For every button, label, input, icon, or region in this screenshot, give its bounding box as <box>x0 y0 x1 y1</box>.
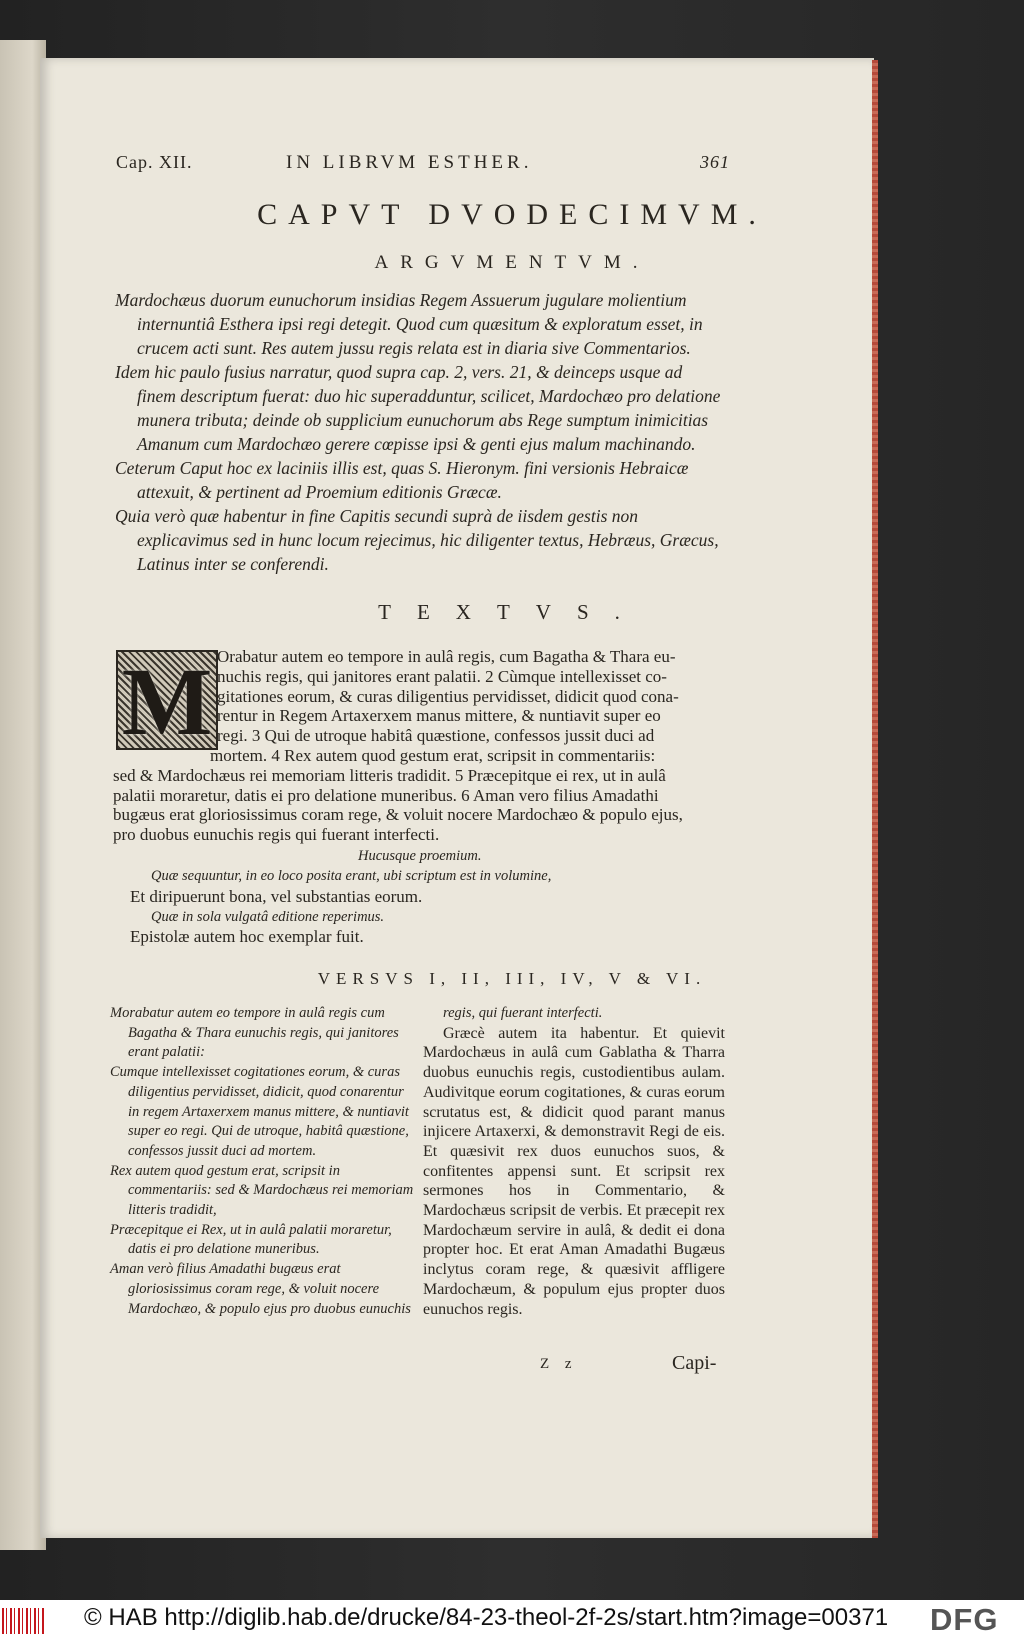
argumentum-heading: ARGVMENTVM. <box>374 252 650 273</box>
text-line: pro duobus eunuchis regis qui fuerant interfecti. <box>113 825 440 845</box>
note-quae-sequuntur: Quæ sequuntur, in eo loco posita erant, ubi scriptum est in volumine, <box>151 868 552 884</box>
vulgate-column <box>110 1004 415 1319</box>
vulgate-verse: Rex autem quod gestum erat, scripsit in commentariis: sed & Mardochæus rei memoriam litteris tradidit, <box>110 1162 414 1219</box>
versus-heading: VERSVS I, II, III, IV, V & VI. <box>317 969 707 988</box>
text-line: nuchis regis, qui janitores erant palatii. 2 Cùmque intellexisset co- <box>217 666 667 686</box>
text-line: mortem. 4 Rex autem quod gestum erat, scripsit in commentariis: <box>210 745 656 765</box>
footer-bar <box>0 1600 1024 1640</box>
footer-url[interactable]: © HAB http://diglib.hab.de/drucke/84-23-theol-2f-2s/start.htm?image=00371 <box>84 1604 889 1631</box>
vulgate-verse: Morabatur autem eo tempore in aulâ regis cum Bagatha & Thara eunuchis regis, qui janitores erant palatii: <box>110 1005 399 1061</box>
text-line: sed & Mardochæus rei memoriam litteris tradidit. 5 Præcepitque ei rex, ut in aulâ <box>113 765 666 785</box>
argumentum-paragraph: Quia verò quæ habentur in fine Capitis secundi suprà de iisdem gestis non explicavimus sed in hunc locum rejecimus, hic diligenter textus, Hebræus, Græcus, Latinus inter se conferendi. <box>115 506 719 574</box>
argumentum-block <box>115 288 725 576</box>
greek-version-text: Græcè autem ita habentur. Et quievit Mardochæus in aulâ cum Gablatha & Tharra duobus eunuchis regis, custodientibus aulam. Audivitque eorum cogitationes, & curas eorum scrutatus est, & didicit quod parant manus injicere Artaxerxi, & demonstravit Regi de eis. Et quæsivit rex duos eunuchos suos, & confitentes appensi sunt. Et scripsit rex sermones hos in Commentario, & Mardochæus scripsit de verbis. Et præcepit rex Mardochæum servire in aulâ, & dedit ei dona propter hoc. Et erat Aman Amadathi Bugæus inclytus coram rege, & quæsivit affligere Mardochæum, & populum ejus propter duos eunuchos regis. <box>423 1024 725 1318</box>
text-line: palatii moraretur, datis ei pro delatione muneribus. 6 Aman vero filius Amadathi <box>113 785 659 805</box>
argumentum-paragraph: Ceterum Caput hoc ex laciniis illis est, quas S. Hieronym. fini versionis Hebraicæ attexuit, & pertinent ad Proemium editionis Græcæ. <box>115 458 689 502</box>
vulgate-verse: Aman verò filius Amadathi bugæus erat gloriosissimus coram rege, & voluit nocere Mardochæo, & populo ejus pro duobus eunuchis <box>110 1261 411 1317</box>
continuation-line: regis, qui fuerant interfecti. <box>443 1005 603 1021</box>
running-head-chapter: Cap. XII. <box>116 152 193 172</box>
vulgate-verse: Præcepitque ei Rex, ut in aulâ palatii moraretur, datis ei pro delatione muneribus. <box>110 1221 392 1258</box>
signature-mark: Z z <box>540 1356 578 1372</box>
greek-version-column <box>423 1004 725 1319</box>
text-line: bugæus erat gloriosissimus coram rege, & voluit nocere Mardochæo & populo ejus, <box>113 805 683 825</box>
chapter-title: CAPVT DVODECIMVM. <box>257 198 767 231</box>
vulgate-verse: Cumque intellexisset cogitationes eorum, & curas diligentius pervidisset, didicit, quod conarentur in regem Artaxerxem manus mittere, & nuntiavit super eo regi. Qui de utroque, habitâ quæstione, confessos jussit duci ad mortem. <box>110 1064 409 1159</box>
text-line: gitationes eorum, & curas diligentius pervidisset, didicit quod cona- <box>217 686 679 706</box>
textus-heading: TEXTVS. <box>378 600 646 624</box>
dfg-logo: DFG <box>930 1602 999 1637</box>
catchword: Capi- <box>672 1352 717 1374</box>
text-diripuerunt: Et diripuerunt bona, vel substantias eorum. <box>130 887 423 906</box>
running-head-title: IN LIBRVM ESTHER. <box>286 152 533 173</box>
initial-letter: M <box>121 648 213 755</box>
note-quae-in-sola: Quæ in sola vulgatâ editione reperimus. <box>151 909 385 925</box>
text-line: Orabatur autem eo tempore in aulâ regis, cum Bagatha & Thara eu- <box>217 647 676 666</box>
barcode-icon <box>2 1608 44 1634</box>
page-number: 361 <box>700 152 730 172</box>
red-page-edge <box>872 60 878 1538</box>
text-line: rentur in Regem Artaxerxem manus mittere, & nuntiavit super eo <box>217 706 661 726</box>
text-epistolae: Epistolæ autem hoc exemplar fuit. <box>130 927 364 946</box>
note-hucusque: Hucusque proemium. <box>358 848 482 864</box>
argumentum-paragraph: Mardochæus duorum eunuchorum insidias Regem Assuerum jugulare molientium internuntiâ Esthera ipsi regi detegit. Quod cum quæsitum & exploratum esset, in crucem acti sunt. Res autem jussu regis relata est in diaria sive Commentarios. <box>115 290 703 358</box>
text-line: regi. 3 Qui de utroque habitâ quæstione, confessos jussit duci ad <box>217 726 655 746</box>
argumentum-paragraph: Idem hic paulo fusius narratur, quod supra cap. 2, vers. 21, & deinceps usque ad finem descriptum fuerat: duo hic superadduntur, scilicet, Mardochæo pro delatione munera tributa; deinde ob supplicium eunuchorum abs Rege sumptum inimicitias Amanum cum Mardochæo gerere cœpisse ipsi & genti ejus malum machinando. <box>115 362 721 454</box>
textus-body <box>113 647 728 845</box>
